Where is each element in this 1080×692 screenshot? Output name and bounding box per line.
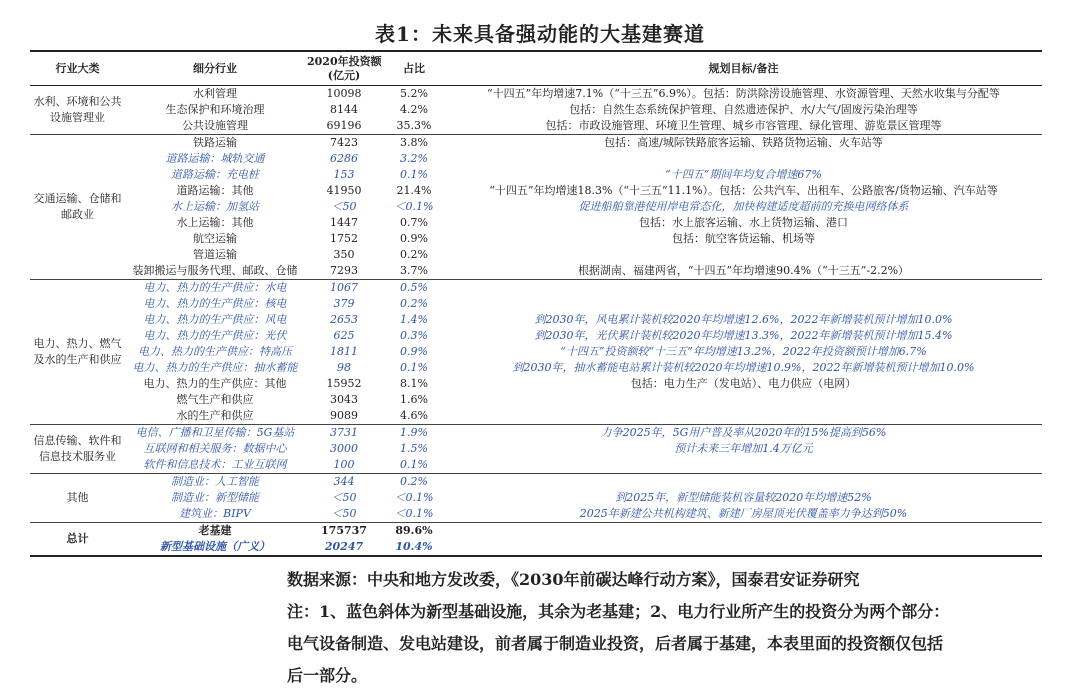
- sub-industry-cell: 水上运输：加氢站: [171, 200, 259, 213]
- investment-cell: 3000: [330, 442, 358, 455]
- table-row: [30, 102, 1042, 118]
- header-share: 占比: [383, 51, 445, 86]
- investment-cell: 2653: [330, 313, 358, 326]
- old-infra-label: 老基建: [198, 524, 232, 537]
- new-infra-value: 20247: [305, 539, 383, 556]
- investment-cell: 9089: [305, 408, 383, 425]
- table-row: [30, 183, 1042, 199]
- share-cell: ＜0.1%: [394, 491, 434, 504]
- table-row: [30, 441, 1042, 457]
- note-cell: 预计未来三年增加1.4万亿元: [674, 442, 813, 455]
- table-row: [30, 151, 1042, 167]
- share-cell: 3.7%: [383, 263, 445, 280]
- share-cell: 0.1%: [400, 361, 428, 374]
- share-cell: 0.1%: [383, 457, 445, 474]
- investment-cell: 3043: [330, 393, 358, 406]
- category-cell: 信息传输、软件和信息技术服务业: [30, 425, 125, 474]
- note-cell: [445, 392, 1042, 408]
- note-cell: 力争2025年，5G用户普及率从2020年的15%提高到56%: [600, 426, 887, 439]
- infrastructure-table: [30, 50, 1042, 557]
- page-title: 表1：未来具备强动能的大基建赛道: [375, 22, 705, 46]
- table-row: [30, 506, 1042, 523]
- category-cell: 交通运输、仓储和邮政业: [30, 135, 125, 280]
- share-cell: 21.4%: [396, 184, 432, 197]
- total-label: 总计: [30, 523, 125, 557]
- share-cell: 1.4%: [400, 313, 428, 326]
- note-cell: “十四五”年均增速18.3%（“十三五”11.1%）。包括：公共汽车、出租车、公路旅客/货物运输、汽车站等: [489, 184, 998, 197]
- share-cell: 1.6%: [400, 393, 428, 406]
- investment-cell: 1067: [330, 281, 358, 294]
- investment-cell: 1752: [330, 232, 358, 245]
- share-cell: 0.5%: [400, 281, 428, 294]
- sub-industry-cell: 水的生产和供应: [125, 408, 305, 425]
- sub-industry-cell: 电力、热力的生产供应：风电: [143, 313, 287, 326]
- note-cell: 包括：水上旅客运输、水上货物运输、港口: [639, 216, 848, 229]
- sub-industry-cell: 电力、热力的生产供应：其他: [143, 377, 287, 390]
- note-cell: “十四五”年均增速7.1%（“十三五”6.9%）。包括：防洪除涝设施管理、水资源管理、天然水收集与分配等: [487, 87, 1000, 100]
- note-cell: “十四五”投资额较“十三五”年均增速13.2%，2022年投资额预计增加6.7%: [560, 345, 927, 358]
- note-cell: 根据湖南、福建两省，“十四五”年均增速90.4%（“十三五”-2.2%）: [445, 263, 1042, 280]
- empty-note: [445, 523, 1042, 540]
- sub-industry-cell: 电力、热力的生产供应：抽水蓄能: [132, 361, 298, 374]
- investment-cell: ＜50: [331, 491, 357, 504]
- sub-industry-cell: 电信、广播和卫星传输：5G基站: [135, 426, 295, 439]
- share-cell: 4.2%: [400, 103, 428, 116]
- category-cell: 水利、环境和公共设施管理业: [30, 86, 125, 135]
- header-investment-line1: 2020年投资额: [307, 54, 382, 68]
- share-cell: 1.9%: [400, 426, 428, 439]
- share-cell: 1.5%: [400, 442, 428, 455]
- table-row: [30, 86, 1042, 103]
- share-cell: 0.9%: [400, 345, 428, 358]
- investment-cell: 1811: [330, 345, 358, 358]
- share-cell: 0.3%: [400, 329, 428, 342]
- table-row: [30, 231, 1042, 247]
- note-cell: 促进船舶靠港使用岸电常态化，加快构建适度超前的充换电网络体系: [578, 200, 909, 213]
- note-cell: 到2030年，光伏累计装机较2020年均增速13.3%，2022年新增装机预计增加15.4%: [534, 329, 953, 342]
- table-row: [30, 457, 1042, 474]
- note-cell: [445, 457, 1042, 474]
- investment-cell: 379: [333, 297, 355, 310]
- investment-cell: 41950: [326, 184, 362, 197]
- sub-industry-cell: 互联网和相关服务：数据中心: [143, 442, 287, 455]
- sub-industry-cell: 航空运输: [193, 232, 237, 245]
- share-cell: 3.2%: [400, 152, 428, 165]
- new-infra-label: 新型基础设施（广义）: [125, 539, 305, 556]
- sub-industry-cell: 建筑业：BIPV: [125, 506, 305, 523]
- table-row: [30, 280, 1042, 297]
- note-line-3: 后一部分。: [287, 666, 368, 685]
- share-cell: 4.6%: [383, 408, 445, 425]
- table-row: [30, 135, 1042, 152]
- share-cell: 0.1%: [400, 168, 428, 181]
- note-cell: 包括：电力生产（发电站）、电力供应（电网）: [630, 377, 857, 390]
- sub-industry-cell: 道路运输：其他: [176, 184, 254, 197]
- header-investment: [305, 51, 383, 86]
- table-row: [30, 199, 1042, 215]
- note-cell: 包括：自然生态系统保护管理、自然遗迹保护、水/大气/固废污染治理等: [569, 103, 918, 116]
- table-row: [30, 344, 1042, 360]
- investment-cell: ＜50: [305, 506, 383, 523]
- investment-cell: 3731: [330, 426, 358, 439]
- investment-cell: 6286: [330, 152, 358, 165]
- investment-cell: 1447: [330, 216, 358, 229]
- note-cell: [445, 151, 1042, 167]
- sub-industry-cell: 管道运输: [193, 248, 237, 261]
- table-row: [30, 118, 1042, 135]
- table-row: [30, 425, 1042, 442]
- header-notes: 规划目标/备注: [445, 51, 1042, 86]
- table-row: [30, 392, 1042, 408]
- note-cell: “十四五”期间年均复合增速67%: [665, 168, 822, 181]
- investment-cell: 344: [333, 475, 355, 488]
- investment-cell: 8144: [330, 103, 358, 116]
- table-row: [30, 215, 1042, 231]
- investment-cell: 100: [305, 457, 383, 474]
- table-row: [30, 408, 1042, 425]
- sub-industry-cell: 电力、热力的生产供应：水电: [143, 281, 287, 294]
- table-row: [30, 360, 1042, 376]
- share-cell: 0.2%: [400, 297, 428, 310]
- share-cell: ＜0.1%: [383, 506, 445, 523]
- empty-note: [445, 539, 1042, 556]
- investment-cell: 98: [337, 361, 351, 374]
- table-row: [30, 376, 1042, 392]
- investment-cell: 7293: [305, 263, 383, 280]
- sub-industry-cell: 水利管理: [193, 87, 237, 100]
- header-category: 行业大类: [30, 51, 125, 86]
- sub-industry-cell: 公共设施管理: [125, 118, 305, 135]
- total-row-old: [30, 523, 1042, 540]
- sub-industry-cell: 道路运输：城轨交通: [165, 152, 265, 165]
- note-cell: [445, 296, 1042, 312]
- share-cell: 0.9%: [400, 232, 428, 245]
- header-sub: 细分行业: [125, 51, 305, 86]
- investment-cell: ＜50: [331, 200, 357, 213]
- investment-cell: 153: [333, 168, 355, 181]
- old-infra-share: 89.6%: [395, 524, 433, 537]
- total-row-new: [30, 539, 1042, 556]
- old-infra-value: 175737: [321, 524, 367, 537]
- share-cell: ＜0.1%: [394, 200, 434, 213]
- share-cell: 0.7%: [400, 216, 428, 229]
- sub-industry-cell: 生态保护和环境治理: [165, 103, 265, 116]
- share-cell: 0.2%: [400, 475, 428, 488]
- note-cell: [445, 474, 1042, 491]
- note-cell: 到2030年，抽水蓄能电站累计装机较2020年均增速10.9%，2022年新增装机预计增加10.0%: [512, 361, 975, 374]
- table-row: [30, 296, 1042, 312]
- share-cell: 0.2%: [400, 248, 428, 261]
- category-cell: 其他: [30, 474, 125, 523]
- table-header-row: [30, 51, 1042, 86]
- investment-cell: 69196: [305, 118, 383, 135]
- share-cell: 35.3%: [383, 118, 445, 135]
- table-row: [30, 474, 1042, 491]
- table-body: [30, 86, 1042, 557]
- sub-industry-cell: 制造业：人工智能: [171, 475, 259, 488]
- sub-industry-cell: 电力、热力的生产供应：光伏: [143, 329, 287, 342]
- note-cell: 到2025年，新型储能装机容量较2020年均增速52%: [615, 491, 872, 504]
- data-source: 数据来源：中央和地方发改委，《2030年前碳达峰行动方案》，国泰君安证券研究: [287, 570, 860, 589]
- table-row: [30, 263, 1042, 280]
- footer-notes: [287, 564, 1067, 692]
- sub-industry-cell: 铁路运输: [193, 136, 237, 149]
- header-investment-line2: (亿元): [327, 68, 361, 82]
- sub-industry-cell: 制造业：新型储能: [171, 491, 259, 504]
- table-row: [30, 328, 1042, 344]
- note-cell: 包括：市政设施管理、环境卫生管理、城乡市容管理、绿化管理、游览景区管理等: [445, 118, 1042, 135]
- note-cell: 到2030年，风电累计装机较2020年均增速12.6%，2022年新增装机预计增加10.0%: [534, 313, 953, 326]
- investment-cell: 7423: [330, 136, 358, 149]
- sub-industry-cell: 水上运输：其他: [176, 216, 254, 229]
- share-cell: 3.8%: [400, 136, 428, 149]
- investment-cell: 625: [333, 329, 355, 342]
- table-row: [30, 490, 1042, 506]
- investment-cell: 10098: [326, 87, 362, 100]
- note-cell: 包括：航空客货运输、机场等: [672, 232, 815, 245]
- note-cell: 2025年新建公共机构建筑、新建厂房屋顶光伏覆盖率力争达到50%: [445, 506, 1042, 523]
- table-row: [30, 247, 1042, 263]
- new-infra-share: 10.4%: [383, 539, 445, 556]
- note-cell: [445, 280, 1042, 297]
- note-cell: [445, 408, 1042, 425]
- sub-industry-cell: 道路运输：充电桩: [171, 168, 259, 181]
- note-cell: [445, 247, 1042, 263]
- sub-industry-cell: 燃气生产和供应: [176, 393, 254, 406]
- table-row: [30, 312, 1042, 328]
- investment-cell: 15952: [326, 377, 362, 390]
- note-line-1: 注：1、蓝色斜体为新型基础设施，其余为老基建；2、电力行业所产生的投资分为两个部分：: [287, 602, 950, 621]
- table-row: [30, 167, 1042, 183]
- share-cell: 8.1%: [400, 377, 428, 390]
- share-cell: 5.2%: [400, 87, 428, 100]
- sub-industry-cell: 软件和信息技术：工业互联网: [125, 457, 305, 474]
- category-cell: 电力、热力、燃气及水的生产和供应: [30, 280, 125, 425]
- note-line-2: 电气设备制造、发电站建设，前者属于制造业投资，后者属于基建，本表里面的投资额仅包括: [287, 634, 944, 653]
- sub-industry-cell: 电力、热力的生产供应：核电: [143, 297, 287, 310]
- investment-cell: 350: [333, 248, 355, 261]
- sub-industry-cell: 电力、热力的生产供应：特高压: [138, 345, 292, 358]
- sub-industry-cell: 装卸搬运与服务代理、邮政、仓储: [125, 263, 305, 280]
- note-cell: 包括：高速/城际铁路旅客运输、铁路货物运输、火车站等: [604, 136, 883, 149]
